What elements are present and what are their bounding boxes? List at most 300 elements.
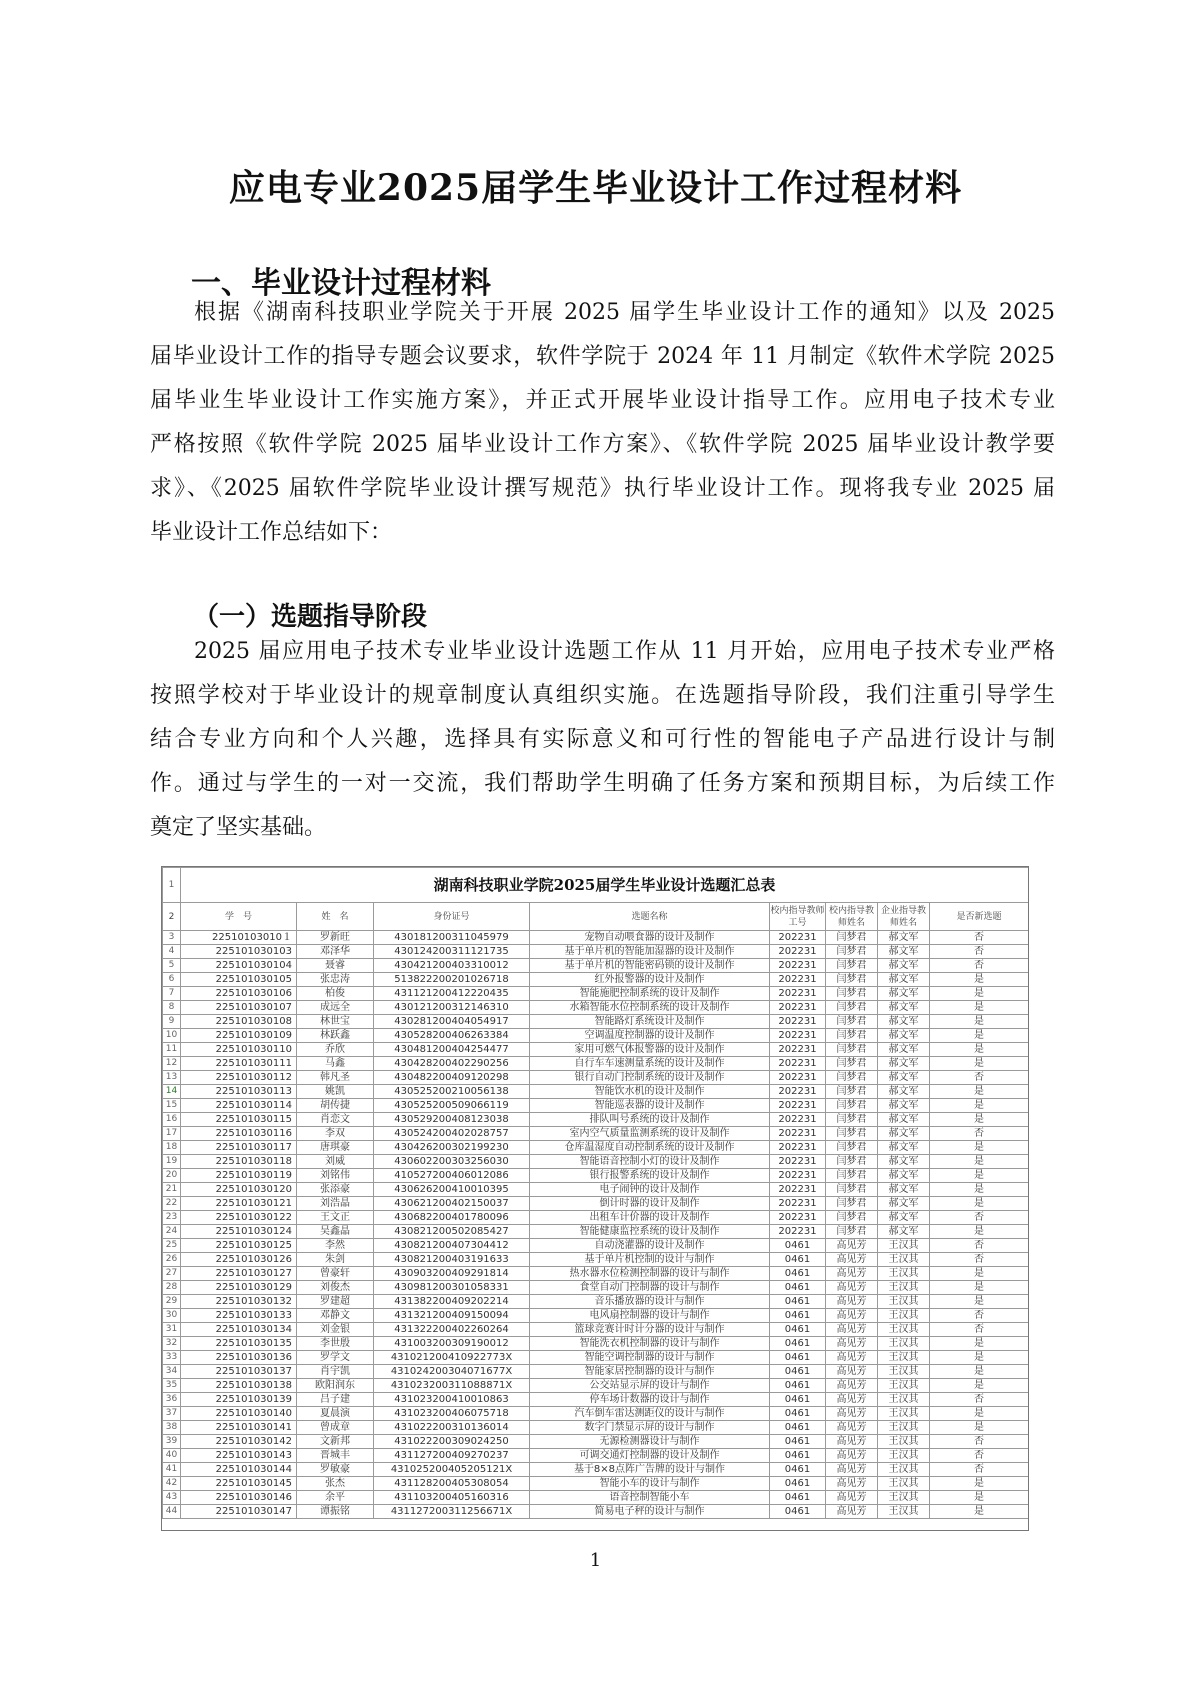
paragraph-1 (150, 291, 1055, 555)
table-row (163, 1043, 1029, 1057)
cell-topic: 基于8×8点阵广告牌的设计与制作 (530, 1463, 770, 1477)
cell-id-card: 431127200409270237 (374, 1449, 530, 1463)
cell-teacher-no: 202231 (770, 1113, 826, 1127)
cell-name: 刘铭伟 (297, 1169, 374, 1183)
cell-name: 张忠涛 (297, 973, 374, 987)
row-number: 11 (163, 1043, 181, 1057)
cell-teacher-name: 闫梦君 (826, 1169, 878, 1183)
cell-topic: 出租车计价器的设计及制作 (530, 1211, 770, 1225)
cell-name: 李然 (297, 1239, 374, 1253)
cell-topic: 智能饮水机的设计及制作 (530, 1085, 770, 1099)
cell-id-card: 430525200210056138 (374, 1085, 530, 1099)
column-header-teacher-name: 校内指导教师姓名 (826, 903, 878, 931)
paragraph-1-line: 毕业设计工作总结如下： (150, 520, 393, 545)
cell-student-id: 225101030106 (181, 987, 297, 1001)
cell-student-id: 225101030112 (181, 1071, 297, 1085)
table-row (163, 1309, 1029, 1323)
table-row (163, 1337, 1029, 1351)
cell-student-id: 225101030146 (181, 1491, 297, 1505)
cell-id-card: 431022200310136014 (374, 1421, 530, 1435)
cell-new-topic: 是 (930, 1141, 1029, 1155)
cell-name: 张杰 (297, 1477, 374, 1491)
cell-new-topic: 是 (930, 1225, 1029, 1239)
cell-new-topic: 是 (930, 973, 1029, 987)
cell-new-topic: 是 (930, 1099, 1029, 1113)
row-number: 8 (163, 1001, 181, 1015)
row-number: 13 (163, 1071, 181, 1085)
cell-enterprise-teacher: 郝文军 (878, 1211, 930, 1225)
cell-topic: 排队叫号系统的设计及制作 (530, 1113, 770, 1127)
cell-teacher-no: 0461 (770, 1421, 826, 1435)
cell-student-id: 225101030126 (181, 1253, 297, 1267)
cell-enterprise-teacher: 王汉其 (878, 1239, 930, 1253)
cell-student-id: 225101030105 (181, 973, 297, 987)
cell-teacher-no: 202231 (770, 1183, 826, 1197)
cell-name: 谭振铭 (297, 1505, 374, 1519)
cell-enterprise-teacher: 王汉其 (878, 1295, 930, 1309)
row-number: 17 (163, 1127, 181, 1141)
cell-id-card: 430621200402150037 (374, 1197, 530, 1211)
cell-new-topic: 是 (930, 1085, 1029, 1099)
table-row (163, 1239, 1029, 1253)
column-header-name: 姓 名 (297, 903, 374, 931)
cell-student-id: 225101030147 (181, 1505, 297, 1519)
table-row (163, 1113, 1029, 1127)
cell-teacher-no: 0461 (770, 1491, 826, 1505)
row-number: 23 (163, 1211, 181, 1225)
cell-topic: 智能语音控制小灯的设计及制作 (530, 1155, 770, 1169)
row-number: 38 (163, 1421, 181, 1435)
cell-enterprise-teacher: 王汉其 (878, 1379, 930, 1393)
cell-new-topic: 是 (930, 1421, 1029, 1435)
table-title-row (163, 868, 1029, 903)
cell-enterprise-teacher: 王汉其 (878, 1323, 930, 1337)
cell-new-topic: 否 (930, 931, 1029, 945)
cell-topic: 食堂自动门控制器的设计与制作 (530, 1281, 770, 1295)
cell-student-id: 225101030137 (181, 1365, 297, 1379)
cell-student-id: 225101030114 (181, 1099, 297, 1113)
cell-new-topic: 是 (930, 1379, 1029, 1393)
cell-topic: 音乐播放器的设计与制作 (530, 1295, 770, 1309)
table-row (163, 1141, 1029, 1155)
table-row (163, 1267, 1029, 1281)
row-number: 42 (163, 1477, 181, 1491)
row-number: 39 (163, 1435, 181, 1449)
column-header-enterprise-teacher: 企业指导教师姓名 (878, 903, 930, 931)
cell-name: 晋城丰 (297, 1449, 374, 1463)
cell-new-topic: 否 (930, 945, 1029, 959)
row-number: 36 (163, 1393, 181, 1407)
cell-teacher-no: 202231 (770, 1057, 826, 1071)
table-row (163, 1057, 1029, 1071)
cell-enterprise-teacher: 郝文军 (878, 1127, 930, 1141)
cell-id-card: 431022200309024250 (374, 1435, 530, 1449)
cell-student-id: 225101030124 (181, 1225, 297, 1239)
cell-id-card: 430281200404054917 (374, 1015, 530, 1029)
row-number: 2 (163, 903, 181, 931)
cell-enterprise-teacher: 郝文军 (878, 1057, 930, 1071)
cell-id-card: 430821200407304412 (374, 1239, 530, 1253)
cell-teacher-no: 0461 (770, 1379, 826, 1393)
table-row (163, 1449, 1029, 1463)
row-number: 4 (163, 945, 181, 959)
cell-name: 聂睿 (297, 959, 374, 973)
cell-topic: 自动浇灌器的设计及制作 (530, 1239, 770, 1253)
cell-teacher-name: 高见芳 (826, 1379, 878, 1393)
document-title: 应电专业2025届学生毕业设计工作过程材料 (228, 167, 963, 209)
table-row (163, 1365, 1029, 1379)
column-header-new-topic: 是否新选题 (930, 903, 1029, 931)
cell-id-card: 430121200312146310 (374, 1001, 530, 1015)
cell-enterprise-teacher: 王汉其 (878, 1435, 930, 1449)
cell-student-id: 225101030129 (181, 1281, 297, 1295)
cell-enterprise-teacher: 郝文军 (878, 1141, 930, 1155)
cell-topic: 基于单片机的智能密码锁的设计及制作 (530, 959, 770, 973)
row-number: 16 (163, 1113, 181, 1127)
cell-name: 成远全 (297, 1001, 374, 1015)
cell-enterprise-teacher: 王汉其 (878, 1505, 930, 1519)
cell-teacher-no: 202231 (770, 1071, 826, 1085)
cell-topic: 自行车车速测量系统的设计及制作 (530, 1057, 770, 1071)
table-row (163, 1491, 1029, 1505)
cell-student-id: 225101030107 (181, 1001, 297, 1015)
cell-student-id: 225101030143 (181, 1449, 297, 1463)
cell-student-id: 225101030108 (181, 1015, 297, 1029)
cell-teacher-no: 0461 (770, 1337, 826, 1351)
cell-topic: 可调交通灯控制器的设计及制作 (530, 1449, 770, 1463)
cell-id-card: 430528200406263384 (374, 1029, 530, 1043)
cell-name: 夏晨演 (297, 1407, 374, 1421)
cell-id-card: 430525200509066119 (374, 1099, 530, 1113)
cell-new-topic: 否 (930, 1239, 1029, 1253)
cell-name: 马鑫 (297, 1057, 374, 1071)
cell-teacher-name: 高见芳 (826, 1365, 878, 1379)
row-number: 5 (163, 959, 181, 973)
row-number: 6 (163, 973, 181, 987)
cell-teacher-name: 高见芳 (826, 1337, 878, 1351)
cell-id-card: 430821200403191633 (374, 1253, 530, 1267)
cell-teacher-name: 闫梦君 (826, 1043, 878, 1057)
cell-name: 吴鑫晶 (297, 1225, 374, 1239)
table-row (163, 1183, 1029, 1197)
cell-id-card: 430421200403310012 (374, 959, 530, 973)
row-number: 20 (163, 1169, 181, 1183)
cell-new-topic: 是 (930, 1015, 1029, 1029)
cell-teacher-no: 0461 (770, 1477, 826, 1491)
row-number: 41 (163, 1463, 181, 1477)
cell-new-topic: 否 (930, 1071, 1029, 1085)
paragraph-1-line: 根据《湖南科技职业学院关于开展 2025 届学生毕业设计工作的通知》以及 2025 (194, 300, 1055, 325)
cell-topic: 仓库温湿度自动控制系统的设计及制作 (530, 1141, 770, 1155)
cell-new-topic: 否 (930, 1309, 1029, 1323)
row-number: 9 (163, 1015, 181, 1029)
cell-id-card: 430482200409120298 (374, 1071, 530, 1085)
cell-teacher-no: 202231 (770, 1015, 826, 1029)
cell-enterprise-teacher: 郝文军 (878, 1225, 930, 1239)
cell-teacher-name: 高见芳 (826, 1323, 878, 1337)
cell-teacher-name: 高见芳 (826, 1295, 878, 1309)
cell-new-topic: 否 (930, 1393, 1029, 1407)
cell-id-card: 431021200410922773X (374, 1351, 530, 1365)
paragraph-2-line: 2025 届应用电子技术专业毕业设计选题工作从 11 月开始，应用电子技术专业严格 (194, 639, 1055, 664)
row-number: 24 (163, 1225, 181, 1239)
cell-student-id: 225101030116 (181, 1127, 297, 1141)
cell-teacher-name: 闫梦君 (826, 1099, 878, 1113)
cell-teacher-no: 0461 (770, 1365, 826, 1379)
cell-new-topic: 是 (930, 1491, 1029, 1505)
cell-teacher-name: 闫梦君 (826, 973, 878, 987)
row-number: 32 (163, 1337, 181, 1351)
cell-name: 林世宝 (297, 1015, 374, 1029)
cell-teacher-no: 0461 (770, 1463, 826, 1477)
cell-name: 肖宇凯 (297, 1365, 374, 1379)
row-number: 34 (163, 1365, 181, 1379)
table-row (163, 1253, 1029, 1267)
cell-enterprise-teacher: 郝文军 (878, 1043, 930, 1057)
cell-name: 李双 (297, 1127, 374, 1141)
table-row (163, 1029, 1029, 1043)
cell-teacher-no: 0461 (770, 1435, 826, 1449)
cell-student-id: 225101030120 (181, 1183, 297, 1197)
cell-student-id: 225101030134 (181, 1323, 297, 1337)
table-row (163, 1225, 1029, 1239)
cell-teacher-no: 202231 (770, 1099, 826, 1113)
cell-id-card: 430682200401780096 (374, 1211, 530, 1225)
cell-name: 余平 (297, 1491, 374, 1505)
cell-id-card: 430602200303256030 (374, 1155, 530, 1169)
cell-enterprise-teacher: 郝文军 (878, 1183, 930, 1197)
cell-student-id: 225101030117 (181, 1141, 297, 1155)
cell-name: 肖恋文 (297, 1113, 374, 1127)
table-row (163, 945, 1029, 959)
cell-topic: 智能洗衣机控制器的设计与制作 (530, 1337, 770, 1351)
row-number: 14 (163, 1085, 181, 1099)
cell-teacher-no: 202231 (770, 1211, 826, 1225)
cell-enterprise-teacher: 王汉其 (878, 1365, 930, 1379)
cell-id-card: 430626200410010395 (374, 1183, 530, 1197)
cell-name: 刘金银 (297, 1323, 374, 1337)
cell-teacher-no: 202231 (770, 1085, 826, 1099)
table-row (163, 1351, 1029, 1365)
cell-student-id: 225101030115 (181, 1113, 297, 1127)
table-row (163, 1085, 1029, 1099)
cell-id-card: 430426200302199230 (374, 1141, 530, 1155)
cell-teacher-name: 闫梦君 (826, 1057, 878, 1071)
cell-name: 胡传捷 (297, 1099, 374, 1113)
cell-new-topic: 是 (930, 1043, 1029, 1057)
cell-student-id: 225101030132 (181, 1295, 297, 1309)
cell-teacher-name: 闫梦君 (826, 1141, 878, 1155)
cell-teacher-name: 高见芳 (826, 1393, 878, 1407)
row-number: 12 (163, 1057, 181, 1071)
cell-enterprise-teacher: 王汉其 (878, 1477, 930, 1491)
cell-name: 乔欣 (297, 1043, 374, 1057)
cell-student-id: 225101030138 (181, 1379, 297, 1393)
paragraph-1-line: 严格按照《软件学院 2025 届毕业设计工作方案》、《软件学院 2025 届毕业设计教学要 (150, 432, 1055, 457)
cell-enterprise-teacher: 郝文军 (878, 1113, 930, 1127)
table-row (163, 1015, 1029, 1029)
cell-id-card: 431382200409202214 (374, 1295, 530, 1309)
cell-enterprise-teacher: 王汉其 (878, 1407, 930, 1421)
row-number: 26 (163, 1253, 181, 1267)
cell-teacher-no: 0461 (770, 1295, 826, 1309)
cell-id-card: 431023200311088871X (374, 1379, 530, 1393)
cell-topic: 倒计时器的设计及制作 (530, 1197, 770, 1211)
row-number: 10 (163, 1029, 181, 1043)
cell-name: 柏俊 (297, 987, 374, 1001)
cell-topic: 语音控制智能小车 (530, 1491, 770, 1505)
cell-teacher-name: 闫梦君 (826, 1015, 878, 1029)
paragraph-1-line: 届毕业设计工作的指导专题会议要求，软件学院于 2024 年 11 月制定《软件术学院 2025 (150, 344, 1055, 369)
cell-teacher-name: 闫梦君 (826, 1225, 878, 1239)
column-header-id-card: 身份证号 (374, 903, 530, 931)
row-number: 43 (163, 1491, 181, 1505)
table-row (163, 1099, 1029, 1113)
cell-name: 张添豪 (297, 1183, 374, 1197)
cell-teacher-no: 0461 (770, 1449, 826, 1463)
cell-new-topic: 否 (930, 1463, 1029, 1477)
cell-teacher-no: 202231 (770, 973, 826, 987)
cell-name: 唐琪豪 (297, 1141, 374, 1155)
cell-teacher-name: 高见芳 (826, 1407, 878, 1421)
cell-teacher-no: 202231 (770, 1197, 826, 1211)
cell-teacher-no: 202231 (770, 1127, 826, 1141)
cell-name: 姚凯 (297, 1085, 374, 1099)
table-row (163, 1435, 1029, 1449)
cell-teacher-name: 闫梦君 (826, 945, 878, 959)
cell-topic: 宠物自动喂食器的设计及制作 (530, 931, 770, 945)
cell-id-card: 430821200502085427 (374, 1225, 530, 1239)
row-number: 37 (163, 1407, 181, 1421)
row-number: 33 (163, 1351, 181, 1365)
cell-topic: 智能小车的设计与制作 (530, 1477, 770, 1491)
table-row (163, 973, 1029, 987)
cell-id-card: 431103200405160316 (374, 1491, 530, 1505)
cell-topic: 智能路灯系统设计及制作 (530, 1015, 770, 1029)
cell-topic: 水箱智能水位控制系统的设计及制作 (530, 1001, 770, 1015)
cell-student-id: 225101030111 (181, 1057, 297, 1071)
cell-new-topic: 是 (930, 987, 1029, 1001)
table-row (163, 959, 1029, 973)
cell-student-id: 225101030142 (181, 1435, 297, 1449)
cell-enterprise-teacher: 郝文军 (878, 1169, 930, 1183)
cell-topic: 银行自动门控制系统的设计及制作 (530, 1071, 770, 1085)
table-row (163, 1379, 1029, 1393)
cell-enterprise-teacher: 郝文军 (878, 1029, 930, 1043)
cell-new-topic: 是 (930, 1113, 1029, 1127)
cell-name: 韩凡圣 (297, 1071, 374, 1085)
cell-enterprise-teacher: 郝文军 (878, 1099, 930, 1113)
cell-teacher-no: 202231 (770, 945, 826, 959)
cell-topic: 智能施肥控制系统的设计及制作 (530, 987, 770, 1001)
cell-id-card: 430529200408123038 (374, 1113, 530, 1127)
table-row (163, 1463, 1029, 1477)
cell-name: 罗敏豪 (297, 1463, 374, 1477)
section-heading-1: 一、毕业设计过程材料 (191, 266, 491, 301)
cell-teacher-name: 闫梦君 (826, 1001, 878, 1015)
cell-teacher-name: 高见芳 (826, 1491, 878, 1505)
cell-topic: 空调温度控制器的设计及制作 (530, 1029, 770, 1043)
cell-id-card: 431023200410010863 (374, 1393, 530, 1407)
cell-enterprise-teacher: 王汉其 (878, 1393, 930, 1407)
row-number: 40 (163, 1449, 181, 1463)
row-number: 29 (163, 1295, 181, 1309)
cell-new-topic: 是 (930, 1505, 1029, 1519)
cell-teacher-no: 0461 (770, 1309, 826, 1323)
paragraph-2-line: 奠定了坚实基础。 (150, 815, 327, 840)
cell-student-id: 22510103010１ (181, 931, 297, 945)
row-number: 19 (163, 1155, 181, 1169)
cell-teacher-name: 闫梦君 (826, 1211, 878, 1225)
cell-teacher-no: 0461 (770, 1253, 826, 1267)
row-number: 31 (163, 1323, 181, 1337)
cell-name: 邓静文 (297, 1309, 374, 1323)
cell-teacher-name: 闫梦君 (826, 1183, 878, 1197)
cell-teacher-no: 0461 (770, 1239, 826, 1253)
cell-teacher-name: 闫梦君 (826, 959, 878, 973)
cell-enterprise-teacher: 郝文军 (878, 1155, 930, 1169)
cell-enterprise-teacher: 王汉其 (878, 1253, 930, 1267)
cell-teacher-name: 高见芳 (826, 1477, 878, 1491)
cell-topic: 汽车倒车雷达测距仪的设计与制作 (530, 1407, 770, 1421)
cell-new-topic: 否 (930, 1127, 1029, 1141)
cell-topic: 公交站显示屏的设计与制作 (530, 1379, 770, 1393)
table-row (163, 1127, 1029, 1141)
table-row (163, 1169, 1029, 1183)
cell-new-topic: 是 (930, 1169, 1029, 1183)
cell-student-id: 225101030103 (181, 945, 297, 959)
cell-new-topic: 是 (930, 1001, 1029, 1015)
cell-student-id: 225101030125 (181, 1239, 297, 1253)
cell-teacher-name: 闫梦君 (826, 987, 878, 1001)
cell-topic: 家用可燃气体报警器的设计及制作 (530, 1043, 770, 1057)
cell-teacher-no: 202231 (770, 1169, 826, 1183)
cell-teacher-name: 高见芳 (826, 1421, 878, 1435)
cell-id-card: 430481200404254477 (374, 1043, 530, 1057)
cell-student-id: 225101030109 (181, 1029, 297, 1043)
row-number: 18 (163, 1141, 181, 1155)
column-header-teacher-no: 校内指导教师工号 (770, 903, 826, 931)
cell-enterprise-teacher: 郝文军 (878, 987, 930, 1001)
cell-student-id: 225101030135 (181, 1337, 297, 1351)
cell-teacher-name: 闫梦君 (826, 1113, 878, 1127)
cell-student-id: 225101030144 (181, 1463, 297, 1477)
cell-topic: 简易电子秤的设计与制作 (530, 1505, 770, 1519)
cell-id-card: 513822200201026718 (374, 973, 530, 987)
table-row (163, 1155, 1029, 1169)
paragraph-1-line: 届毕业生毕业设计工作实施方案》，并正式开展毕业设计指导工作。应用电子技术专业 (150, 388, 1055, 413)
cell-teacher-name: 高见芳 (826, 1351, 878, 1365)
cell-student-id: 225101030127 (181, 1267, 297, 1281)
cell-enterprise-teacher: 王汉其 (878, 1281, 930, 1295)
cell-teacher-name: 闫梦君 (826, 1155, 878, 1169)
cell-new-topic: 是 (930, 1029, 1029, 1043)
cell-name: 罗学文 (297, 1351, 374, 1365)
cell-teacher-name: 高见芳 (826, 1253, 878, 1267)
cell-student-id: 225101030133 (181, 1309, 297, 1323)
cell-name: 罗新旺 (297, 931, 374, 945)
table-header-row (163, 903, 1029, 931)
cell-enterprise-teacher: 郝文军 (878, 959, 930, 973)
cell-id-card: 430524200402028757 (374, 1127, 530, 1141)
cell-new-topic: 否 (930, 1211, 1029, 1225)
cell-name: 邓泽华 (297, 945, 374, 959)
spreadsheet-screenshot (161, 866, 1029, 1531)
cell-new-topic: 否 (930, 1253, 1029, 1267)
cell-enterprise-teacher: 王汉其 (878, 1267, 930, 1281)
cell-topic: 智能空调控制器的设计与制作 (530, 1351, 770, 1365)
cell-teacher-name: 闫梦君 (826, 1085, 878, 1099)
